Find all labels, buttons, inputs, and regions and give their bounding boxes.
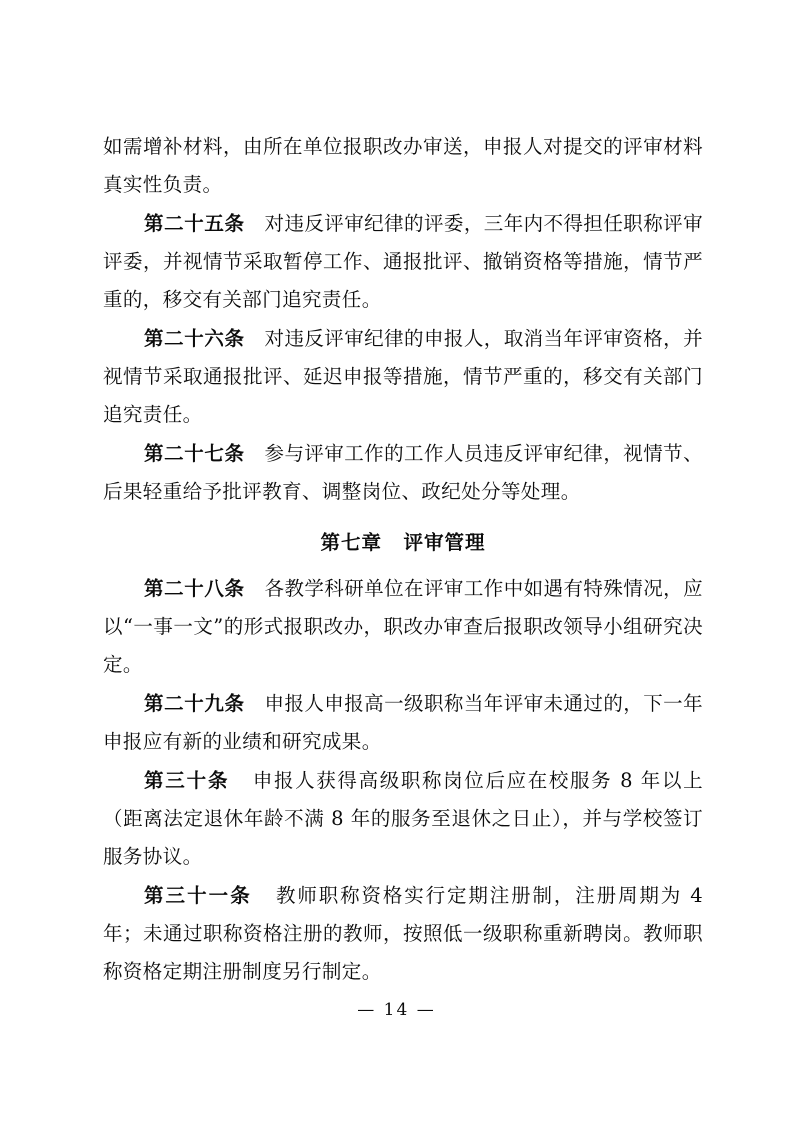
article-number-29: 第二十九条 — [143, 692, 245, 715]
paragraph-article-29 — [103, 685, 703, 761]
paragraph-text: 各教学科研单位在评审工作中如遇有特殊情况，应以“一事一文”的形式报职改办，职改办审查后报职改领导小组研究决定。 — [103, 577, 703, 676]
page-number: — 14 — — [357, 1000, 436, 1020]
paragraph-article-26 — [103, 320, 703, 434]
paragraph-article-27 — [103, 435, 703, 511]
paragraph-text: 如需增补材料，由所在单位报职改办审送，申报人对提交的评审材料真实性负责。 — [103, 135, 703, 196]
paragraph-text: 参与评审工作的工作人员违反评审纪律，视情节、后果轻重给予批评教育、调整岗位、政纪处分等处理。 — [103, 442, 703, 503]
document-body — [103, 128, 703, 992]
paragraph-text: 教师职称资格实行定期注册制，注册周期为 4 年；未通过职称资格注册的教师，按照低一级职称重新聘岗。教师职称资格定期注册制度另行制定。 — [103, 884, 703, 983]
paragraph-article-31 — [103, 877, 703, 991]
chapter-number: 第七章 — [320, 531, 383, 554]
paragraph-article-28 — [103, 570, 703, 684]
paragraph-text: 对违反评审纪律的申报人，取消当年评审资格，并视情节采取通报批评、延迟申报等措施，情节严重的，移交有关部门追究责任。 — [103, 327, 703, 426]
paragraph-text: 申报人申报高一级职称当年评审未通过的，下一年申报应有新的业绩和研究成果。 — [103, 692, 703, 753]
article-number-26: 第二十六条 — [143, 327, 245, 350]
paragraph-text: 对违反评审纪律的评委，三年内不得担任职称评审评委，并视情节采取暂停工作、通报批评、撤销资格等措施，情节严重的，移交有关部门追究责任。 — [103, 212, 703, 311]
paragraph-continued — [103, 128, 703, 204]
article-number-25: 第二十五条 — [143, 212, 245, 235]
article-number-28: 第二十八条 — [143, 577, 245, 600]
article-number-27: 第二十七条 — [143, 442, 245, 465]
paragraph-article-25 — [103, 205, 703, 319]
paragraph-text: 申报人获得高级职称岗位后应在校服务 8 年以上（距离法定退休年龄不满 8 年的服务至退休之日止），并与学校签订服务协议。 — [103, 769, 703, 868]
paragraph-article-30 — [103, 762, 703, 876]
chapter-heading — [103, 524, 703, 562]
chapter-title: 评审管理 — [403, 531, 486, 554]
article-number-31: 第三十一条 — [143, 884, 252, 907]
article-number-30: 第三十条 — [143, 769, 230, 792]
